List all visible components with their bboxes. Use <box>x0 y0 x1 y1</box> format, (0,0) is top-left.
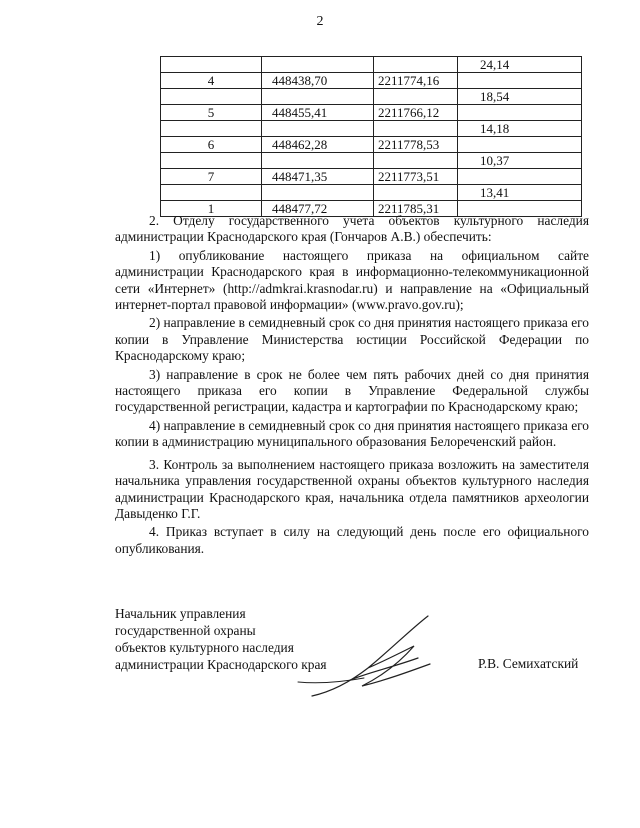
y-coordinate-cell: 2211774,16 <box>374 73 458 89</box>
paragraph-item-4: 4. Приказ вступает в силу на следующий день после его официального опубликования. <box>115 524 589 556</box>
table-row <box>161 73 582 89</box>
x-coordinate-cell <box>262 153 374 169</box>
y-coordinate-cell <box>374 185 458 201</box>
distance-cell: 10,37 <box>458 153 582 169</box>
signatory-title-line: объектов культурного наследия <box>115 640 294 655</box>
paragraph-subitem-4: 4) направление в семидневный срок со дня принятия настоящего приказа его копии в администрацию муниципального образования Белореченский район. <box>115 417 589 450</box>
y-coordinate-cell: 2211785,31 <box>374 201 458 217</box>
y-coordinate-cell <box>374 153 458 169</box>
point-number-cell <box>161 185 262 201</box>
distance-cell <box>458 73 582 89</box>
paragraph-item-2: 2. Отделу государственного учета объектов культурного наследия администрации Краснодарского края (Гончаров А.В.) обеспечить: <box>115 213 589 245</box>
distance-cell: 14,18 <box>458 121 582 137</box>
signatory-title-line: государственной охраны <box>115 623 256 638</box>
distance-cell <box>458 169 582 185</box>
point-number-cell: 4 <box>161 73 262 89</box>
paragraph-item-3: 3. Контроль за выполнением настоящего приказа возложить на заместителя начальника управления государственной охраны объектов культурного наследия администрации Краснодарского края, начальника отдела памятников археологии Давыденко Г.Г. <box>115 456 589 521</box>
x-coordinate-cell: 448438,70 <box>262 73 374 89</box>
coordinates-table <box>160 56 582 217</box>
x-coordinate-cell: 448455,41 <box>262 105 374 121</box>
order-text <box>115 213 589 557</box>
x-coordinate-cell <box>262 89 374 105</box>
table-row <box>161 57 582 73</box>
distance-cell <box>458 105 582 121</box>
table-row <box>161 121 582 137</box>
distance-cell <box>458 137 582 153</box>
signatory-name: Р.В. Семихатский <box>478 656 579 671</box>
point-number-cell <box>161 121 262 137</box>
y-coordinate-cell <box>374 121 458 137</box>
point-number-cell: 5 <box>161 105 262 121</box>
y-coordinate-cell <box>374 57 458 73</box>
table-row <box>161 185 582 201</box>
point-number-cell: 6 <box>161 137 262 153</box>
x-coordinate-cell <box>262 57 374 73</box>
paragraph-subitem-3: 3) направление в срок не более чем пять рабочих дней со дня принятия настоящего приказа его копии в Управление Федеральной службы государственной регистрации, кадастра и картографии по Краснодарскому краю; <box>115 366 589 415</box>
table-row <box>161 89 582 105</box>
point-number-cell: 1 <box>161 201 262 217</box>
point-number-cell: 7 <box>161 169 262 185</box>
handwritten-signature <box>290 610 450 700</box>
x-coordinate-cell: 448471,35 <box>262 169 374 185</box>
y-coordinate-cell: 2211766,12 <box>374 105 458 121</box>
x-coordinate-cell: 448462,28 <box>262 137 374 153</box>
x-coordinate-cell: 448477,72 <box>262 201 374 217</box>
table-row <box>161 105 582 121</box>
distance-cell: 24,14 <box>458 57 582 73</box>
paragraph-subitem-1: 1) опубликование настоящего приказа на официальном сайте администрации Краснодарского края в информационно-телекоммуникационной сети «Интернет» (http://admkrai.krasnodar.ru) и направление на «Официальный интернет-портал правовой информации» (www.pravo.gov.ru); <box>115 247 589 313</box>
x-coordinate-cell <box>262 121 374 137</box>
page-number: 2 <box>316 14 324 29</box>
table-row <box>161 137 582 153</box>
signatory-title-line: администрации Краснодарского края <box>115 657 327 672</box>
point-number-cell <box>161 153 262 169</box>
y-coordinate-cell: 2211773,51 <box>374 169 458 185</box>
y-coordinate-cell: 2211778,53 <box>374 137 458 153</box>
distance-cell: 13,41 <box>458 185 582 201</box>
table-row <box>161 169 582 185</box>
point-number-cell <box>161 57 262 73</box>
y-coordinate-cell <box>374 89 458 105</box>
table-row <box>161 153 582 169</box>
point-number-cell <box>161 89 262 105</box>
signatory-title-line: Начальник управления <box>115 606 246 621</box>
paragraph-subitem-2: 2) направление в семидневный срок со дня принятия настоящего приказа его копии в Управление Министерства юстиции Российской Федерации по Краснодарскому краю; <box>115 315 589 364</box>
distance-cell: 18,54 <box>458 89 582 105</box>
x-coordinate-cell <box>262 185 374 201</box>
